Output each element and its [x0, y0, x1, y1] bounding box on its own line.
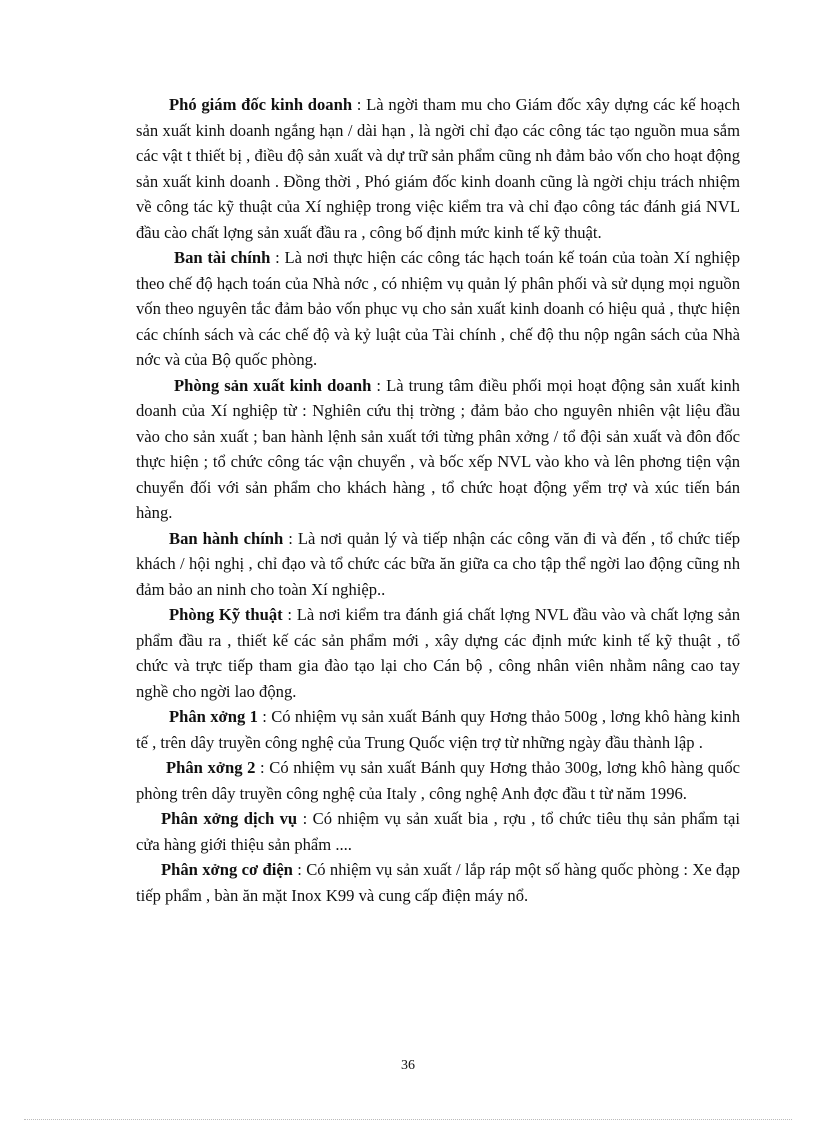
text-phan-xuong-co-dien: : Có nhiệm vụ sản xuất / lắp ráp một số hàng quốc phòng : Xe đạp tiếp phẩm , bàn ăn mặt Inox K99 và cung cấp điện máy nổ. [136, 860, 740, 905]
paragraph-phan-xuong-1 [136, 704, 740, 755]
paragraph-pho-giam-doc [136, 92, 740, 245]
text-phan-xuong-dich-vu: : Có nhiệm vụ sản xuất bia , rợu , tổ chức tiêu thụ sản phẩm tại cửa hàng giới thiệu sản phẩm .... [136, 809, 740, 854]
term-phan-xuong-1: Phân xởng 1 [169, 707, 258, 726]
term-ban-hanh-chinh: Ban hành chính [169, 528, 284, 548]
text-ban-hanh-chinh: : Là nơi quản lý và tiếp nhận các công văn đi và đến , tổ chức tiếp khách / hội nghị , chỉ đạo và tổ chức các bữa ăn giữa ca cho tập thể ngời lao động cũng nh đảm bảo an ninh cho toàn Xí nghiệp.. [136, 528, 740, 599]
term-pho-giam-doc: Phó giám đốc kinh doanh [169, 95, 353, 114]
paragraph-phong-san-xuat [136, 373, 740, 526]
paragraph-phan-xuong-2 [136, 755, 740, 806]
paragraph-phan-xuong-co-dien [136, 857, 740, 908]
term-phan-xuong-dich-vu: Phân xởng dịch vụ [161, 809, 298, 828]
text-phong-san-xuat: : Là trung tâm điều phối mọi hoạt động sản xuất kinh doanh của Xí nghiệp từ : Nghiên cứu thị trờng ; đảm bảo cho nguyên nhiên vật liệu đầu vào cho sản xuất ; ban hành lệnh sản xuất tới từng phân xởng / tổ đội sản xuất và đôn đốc thực hiện ; tổ chức công tác vận chuyển , và bốc xếp NVL vào kho và lên phơng tiện vận chuyển đối với sản phẩm cho khách hàng , tổ chức hoạt động yểm trợ và xúc tiến bán hàng. [136, 375, 740, 522]
page-number: 36 [401, 1058, 415, 1073]
page-bottom-divider [24, 1119, 792, 1120]
paragraph-ban-tai-chinh [136, 245, 740, 373]
paragraph-ban-hanh-chinh [136, 526, 740, 603]
term-phong-san-xuat: Phòng sản xuất kinh doanh [174, 375, 372, 395]
paragraph-phong-ky-thuat [136, 602, 740, 704]
text-phan-xuong-2: : Có nhiệm vụ sản xuất Bánh quy Hơng thảo 300g, lơng khô hàng quốc phòng trên dây truyền công nghệ của Italy , công nghệ Anh đợc đầu t từ năm 1996. [136, 758, 740, 803]
paragraph-phan-xuong-dich-vu [136, 806, 740, 857]
term-phan-xuong-co-dien: Phân xởng cơ điện [161, 860, 293, 879]
text-phong-ky-thuat: : Là nơi kiểm tra đánh giá chất lợng NVL đầu vào và chất lợng sản phẩm đầu ra , thiết kế các sản phẩm mới , xây dựng các định mức kinh tế kỹ thuật , tổ chức và trực tiếp tham gia đào tạo lại cho Cán bộ , công nhân viên nhằm nâng cao tay nghề cho ngời lao động. [136, 605, 740, 701]
text-pho-giam-doc: : Là ngời tham mu cho Giám đốc xây dựng các kế hoạch sản xuất kinh doanh ngắng hạn / dài hạn , là ngời chỉ đạo các công tác tạo nguồn mua sắm các vật t thiết bị , điều độ sản xuất và dự trữ sản phẩm cũng nh đảm bảo vốn cho hoạt động sản xuất kinh doanh . Đồng thời , Phó giám đốc kinh doanh cũng là ngời chịu trách nhiệm về công tác kỹ thuật của Xí nghiệp trong việc kiểm tra và chỉ đạo công tác đánh giá NVL đầu cào chất lợng sản xuất đầu ra , công bố định mức kinh tế kỹ thuật. [136, 95, 740, 242]
text-phan-xuong-1: : Có nhiệm vụ sản xuất Bánh quy Hơng thảo 500g , lơng khô hàng kinh tế , trên dây truyền công nghệ của Trung Quốc viện trợ từ những ngày đầu thành lập . [136, 707, 740, 752]
text-ban-tai-chinh: : Là nơi thực hiện các công tác hạch toán kế toán của toàn Xí nghiệp theo chế độ hạch toán của Nhà nớc , có nhiệm vụ quản lý phân phối và sử dụng mọi nguồn vốn theo nguyên tắc đảm bảo vốn phục vụ cho sản xuất kinh doanh có hiệu quả , thực hiện các chính sách và các chế độ và kỷ luật của Tài chính , chế độ thu nộp ngân sách của Nhà nớc và của Bộ quốc phòng. [136, 248, 740, 369]
term-phong-ky-thuat: Phòng Kỹ thuật [169, 605, 283, 624]
term-ban-tai-chinh: Ban tài chính [174, 248, 271, 267]
term-phan-xuong-2: Phân xởng 2 [166, 758, 256, 777]
document-body [136, 92, 740, 908]
